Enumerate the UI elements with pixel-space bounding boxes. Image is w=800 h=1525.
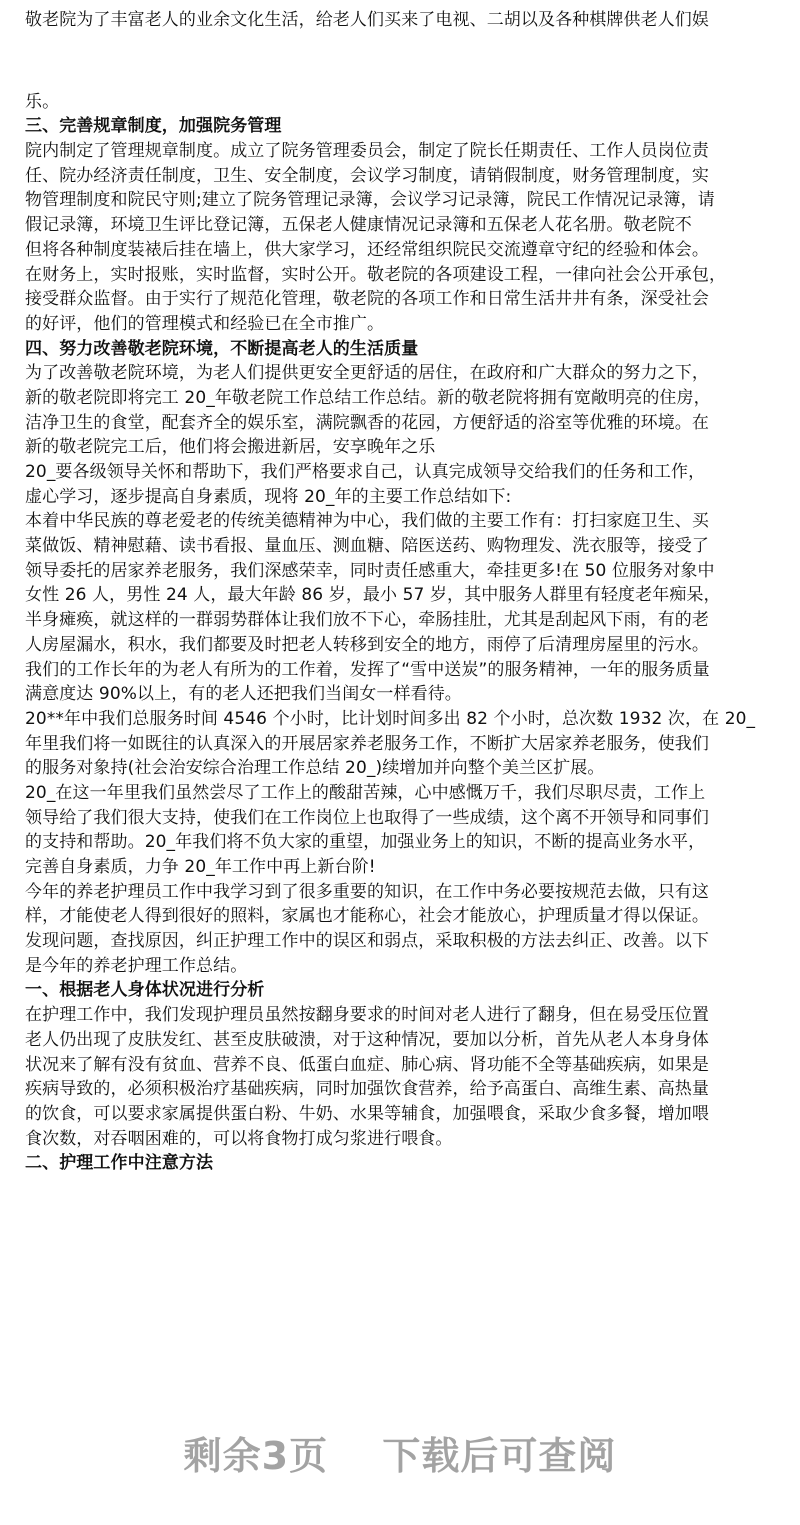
text-line: 人房屋漏水，积水，我们都要及时把老人转移到安全的地方，雨停了后清理房屋里的污水。 [25,634,709,655]
download-prompt[interactable] [0,1425,800,1480]
text-line: 20_在这一年里我们虽然尝尽了工作上的酸甜苦辣，心中感慨万千，我们尽职尽责，工作上 [25,782,706,803]
text-line: 的服务对象持(社会治安综合治理工作总结 20_)续增加并向整个美兰区扩展。 [25,758,605,779]
text-line: 四、努力改善敬老院环境，不断提高老人的生活质量 [25,338,419,359]
text-line: 今年的养老护理员工作中我学习到了很多重要的知识，在工作中务必要按规范去做，只有这 [25,881,709,902]
text-line: 但将各种制度装裱后挂在墙上，供大家学习，还经常组织院民交流遵章守纪的经验和体会。 [25,239,709,260]
text-line: 一、根据老人身体状况进行分析 [25,980,265,1001]
spacer [25,33,785,90]
text-line: 物管理制度和院民守则;建立了院务管理记录簿，会议学习记录簿，院民工作情况记录簿，请 [25,190,715,211]
text-line: 是今年的养老护理工作总结。 [25,955,248,976]
text-line: 老人仍出现了皮肤发红、甚至皮肤破溃，对于这种情况，要加以分析，首先从老人本身身体 [25,1029,709,1050]
text-line: 本着中华民族的尊老爱老的传统美德精神为中心，我们做的主要工作有：打扫家庭卫生、买 [25,511,709,532]
text-line: 为了改善敬老院环境，为老人们提供更安全更舒适的居住，在政府和广大群众的努力之下， [25,363,709,384]
text-line: 疾病导致的，必须积极治疗基础疾病，同时加强饮食营养，给予高蛋白、高维生素、高热量 [25,1079,709,1100]
text-line: 接受群众监督。由于实行了规范化管理，敬老院的各项工作和日常生活井井有条，深受社会 [25,289,709,310]
text-line: 洁净卫生的食堂，配套齐全的娱乐室，满院飘香的花园，方便舒适的浴室等优雅的环境。在 [25,412,709,433]
text-line: 发现问题，查找原因，纠正护理工作中的误区和弱点，采取积极的方法去纠正、改善。以下 [25,931,709,952]
text-line: 样，才能使老人得到很好的照料，家属也才能称心，社会才能放心，护理质量才得以保证。 [25,906,709,927]
text-line: 三、完善规章制度，加强院务管理 [25,116,282,137]
text-line: 完善自身素质，力争 20_年工作中再上新台阶! [25,857,376,877]
text-line: 二、护理工作中注意方法 [25,1153,214,1174]
section-heading [25,978,785,1003]
text-line: 任、院办经济责任制度，卫生、安全制度，会议学习制度，请销假制度，财务管理制度，实 [25,165,709,186]
text-line: 我们的工作长年的为老人有所为的工作着，发挥了“雪中送炭”的服务精神，一年的服务质量 [25,659,710,680]
paragraph [25,509,785,707]
text-line: 20_要各级领导关怀和帮助下，我们严格要求自己，认真完成领导交给我们的任务和工作， [25,462,706,482]
text-line: 年里我们将一如既往的认真深入的开展居家养老服务工作，不断扩大居家养老服务，使我们 [25,733,709,754]
text-line: 状况来了解有没有贫血、营养不良、低蛋白血症、肺心病、肾功能不全等基础疾病，如果是 [25,1054,709,1075]
section-heading [25,337,785,362]
text-line: 食次数，对吞咽困难的，可以将食物打成匀浆进行喂食。 [25,1128,453,1149]
paragraph [25,880,785,979]
paragraph [25,1003,785,1151]
section-heading [25,114,785,139]
text-line: 敬老院为了丰富老人的业余文化生活，给老人们买来了电视、二胡以及各种棋牌供老人们娱 [25,10,709,30]
text-line: 的好评，他们的管理模式和经验已在全市推广。 [25,313,385,334]
text-line: 领导委托的居家养老服务，我们深感荣幸，同时责任感重大，牵挂更多!在 50 位服务对象中 [25,560,715,581]
text-line: 满意度达 90%以上，有的老人还把我们当闺女一样看待。 [25,684,462,705]
text-line: 乐。 [25,91,60,112]
download-to-view-label[interactable]: 下载后可查阅 [382,1434,617,1478]
text-line: 在护理工作中，我们发现护理员虽然按翻身要求的时间对老人进行了翻身，但在易受压位置 [25,1005,709,1026]
paragraph [25,8,785,33]
text-line: 新的敬老院即将完工 20_年敬老院工作总结工作总结。新的敬老院将拥有宽敞明亮的住房， [25,387,711,408]
section-heading [25,1151,785,1176]
text-line: 领导给了我们很大支持，使我们在工作岗位上也取得了一些成绩，这个离不开领导和同事们 [25,807,709,828]
text-line: 女性 26 人，男性 24 人，最大年龄 86 岁，最小 57 岁，其中服务人群里有轻度老年痴呆， [25,585,721,606]
text-line: 半身瘫痪，就这样的一群弱势群体让我们放不下心，牵肠挂肚，尤其是刮起风下雨，有的老 [25,610,709,631]
document-body [25,8,785,1176]
text-line: 假记录簿，环境卫生评比登记簿，五保老人健康情况记录簿和五保老人花名册。敬老院不 [25,215,692,236]
paragraph [25,460,785,509]
paragraph [25,781,785,880]
remaining-pages-label: 剩余3页 [183,1434,329,1478]
text-line: 新的敬老院完工后，他们将会搬进新居，安享晚年之乐 [25,437,436,458]
text-line: 的支持和帮助。20_年我们将不负大家的重望，加强业务上的知识，不断的提高业务水平， [25,832,706,853]
text-line: 虚心学习，逐步提高自身素质，现将 20_年的主要工作总结如下: [25,486,512,507]
text-line: 菜做饭、精神慰藉、读书看报、量血压、测血糖、陪医送药、购物理发、洗衣服等，接受了 [25,536,709,557]
paragraph [25,139,785,337]
paragraph [25,90,785,115]
text-line: 20**年中我们总服务时间 4546 个小时，比计划时间多出 82 个小时，总次数 1932 次，在 20_ [25,708,756,729]
text-line: 在财务上，实时报账，实时监督，实时公开。敬老院的各项建设工程，一律向社会公开承包， [25,264,727,285]
paragraph [25,361,785,460]
paragraph [25,707,785,781]
text-line: 院内制定了管理规章制度。成立了院务管理委员会，制定了院长任期责任、工作人员岗位责 [25,141,709,162]
text-line: 的饮食，可以要求家属提供蛋白粉、牛奶、水果等辅食，加强喂食，采取少食多餐，增加喂 [25,1103,709,1124]
